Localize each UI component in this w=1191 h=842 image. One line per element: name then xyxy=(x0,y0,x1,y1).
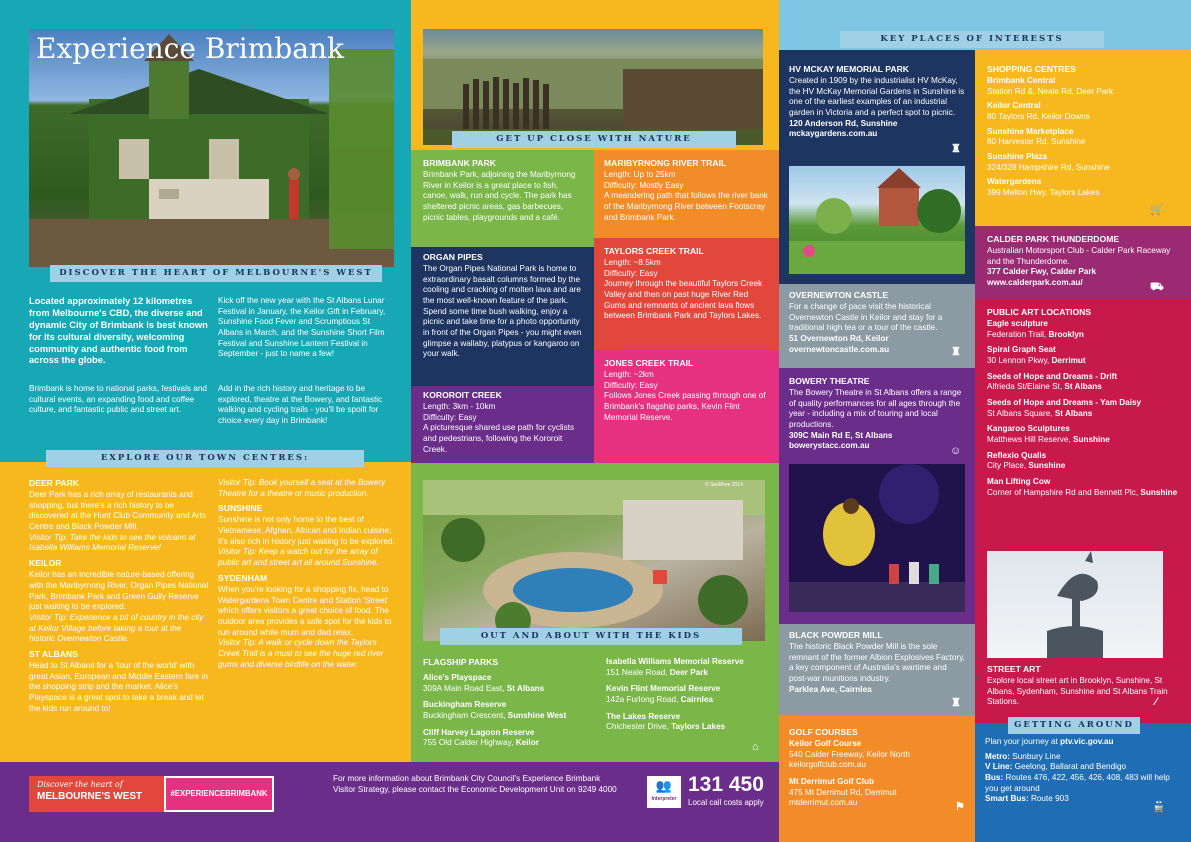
shop-item: Sunshine Plaza 324/328 Hampshire Rd, Sunshine xyxy=(987,152,1110,172)
getting-around-ribbon: GETTING AROUND xyxy=(1008,717,1140,734)
interpreter-note: Local call costs apply xyxy=(688,798,764,807)
car-icon: ⛟ xyxy=(1150,281,1164,293)
keilor-tip: Visitor Tip: Experience a bit of country in the city at Keilor Village before taking a tour at the historic Overnewton Castle. xyxy=(29,612,204,644)
art-box xyxy=(975,299,1191,723)
theatre-photo xyxy=(789,464,965,612)
kids-item: The Lakes Reserve Chichester Drive, Taylors Lakes xyxy=(606,711,726,732)
kororoit-title: KOROROIT CREEK xyxy=(423,390,502,400)
theatre-masks-icon: ☺ xyxy=(950,445,962,457)
shop-item: Watergardens 399 Melton Hwy, Taylors Lakes xyxy=(987,177,1100,198)
logo-line1: Discover the heart of xyxy=(37,780,123,789)
deer-park-tip: Visitor Tip: Take the kids to see the volcano at Isabella Williams Memorial Reserve! xyxy=(29,532,196,553)
hv-mckay-text: Created in 1909 by the industrialist HV McKay, the HV McKay Memorial Gardens in Sunshine is one of the earliest examples of an industrial garden in Victoria and a perfect spot to picnic. xyxy=(789,76,965,118)
smartbus-line: Smart Bus: Route 903 xyxy=(985,794,1069,804)
castle-icon: ♜ xyxy=(951,346,961,358)
jones-title: JONES CREEK TRAIL xyxy=(604,358,694,368)
ptv-link[interactable]: ptv.vic.gov.au xyxy=(1060,737,1114,746)
organ-pipes-box xyxy=(411,247,594,386)
powder-mill-addr: Parklea Ave, Cairnlea xyxy=(789,684,872,694)
kids-item: Cliff Harvey Lagoon Reserve 755 Old Calder Highway, Keilor xyxy=(423,727,539,748)
discover-ribbon: DISCOVER THE HEART OF MELBOURNE'S WEST xyxy=(50,265,382,282)
bench-icon: ⌂ xyxy=(752,741,759,753)
powder-mill-text: The historic Black Powder Mill is the sole remnant of the former Albion Explosives Factory, a key component of Australia's wartime and post-war munitions industry. xyxy=(789,642,965,684)
keilor-text: Keilor has an incredible nature-based offering with the Maribyrnong River, Organ Pipes National Park, Brimbank Park and Green Gully Reserve just waiting to be explored. xyxy=(29,570,209,612)
jones-text: Follows Jones Creek passing through one of Brimbank's flagship parks, Kevin Flint Memorial Reserve. xyxy=(604,391,766,422)
town-col2 xyxy=(218,478,396,670)
kororoit-difficulty: Difficulty: Easy xyxy=(423,412,477,422)
maribyrnong-text: A meandering path that follows the river bank of the Maribyrnong River between Footscray and Brimbank Park. xyxy=(604,191,768,222)
taylors-difficulty: Difficulty: Easy xyxy=(604,268,658,278)
maribyrnong-title: MARIBYRNONG RIVER TRAIL xyxy=(604,158,727,168)
maribyrnong-difficulty: Difficulty: Mostly Easy xyxy=(604,180,684,190)
mckay-gardens-photo xyxy=(789,166,965,274)
art-title: PUBLIC ART LOCATIONS xyxy=(987,307,1092,317)
organ-pipes-photo xyxy=(423,29,763,145)
shopping-title: SHOPPING CENTRES xyxy=(987,64,1076,74)
calder-addr: 377 Calder Fwy, Calder Park xyxy=(987,267,1097,277)
footer-logo xyxy=(29,776,164,812)
powder-mill-title: BLACK POWDER MILL xyxy=(789,630,883,640)
golf-box xyxy=(779,715,975,842)
brimbank-park-box xyxy=(411,150,594,247)
places-ribbon: KEY PLACES OF INTERESTS xyxy=(840,31,1104,48)
town-deer-park xyxy=(29,478,209,714)
bowery-text: The Bowery Theatre in St Albans offers a range of quality performances for all ages through the year - including a mix of touring and local productions. xyxy=(789,388,962,430)
hv-mckay-addr: 120 Anderson Rd, Sunshine xyxy=(789,118,898,128)
shop-item: Sunshine Marketplace 80 Harvester Rd, Sunshine xyxy=(987,126,1086,147)
bowery-addr: 309C Main Rd E, St Albans xyxy=(789,430,893,440)
calder-web[interactable]: www.calderpark.com.au/ xyxy=(987,278,1083,288)
shopping-cart-icon: 🛒 xyxy=(1150,204,1164,216)
sunshine-text: Sunshine is not only home to the best of Vietnamese, Afghan, African and Indian cuisine; it's also rich in history just waiting to be explored. xyxy=(218,515,395,546)
intro-lead: Located approximately 12 kilometres from Melbourne's CBD, the diverse and dynamic City of Brimbank is best known for its cultural diversity, welcoming community and authentic food from across the globe. xyxy=(29,296,208,366)
art-item: Man Lifting Cow Corner of Hampshire Rd and Bennett Plc, Sunshine xyxy=(987,477,1178,497)
sunshine-title: SUNSHINE xyxy=(218,503,263,514)
overnewton-text: For a change of pace visit the historical Overnewton Castle in Keilor and stay for a traditional high tea or a tour of the castle. xyxy=(789,302,943,333)
spray-can-icon: ⁄ xyxy=(1155,696,1157,708)
derrimut-golf-name: Mt Derrimut Golf Club xyxy=(789,777,875,787)
maribyrnong-box xyxy=(594,150,779,238)
deer-park-text: Deer Park has a rich array of restaurants and shopping, but there's a rich history to be discovered at the Hunt Club Community and Arts Centre and Black Powder Mill. xyxy=(29,490,207,532)
overnewton-addr: 51 Overnewton Rd, Keilor xyxy=(789,334,889,344)
overnewton-title: OVERNEWTON CASTLE xyxy=(789,290,889,300)
derrimut-golf-web[interactable]: mtderrimut.com.au xyxy=(789,798,858,808)
plan-journey: Plan your journey at ptv.vic.gov.au xyxy=(985,737,1114,746)
organ-pipes-text: The Organ Pipes National Park is home to extraordinary basalt columns formed by the cooling and cracking of molten lava and are the most well-known feature of the park. Spend some time bush walking, enjoy a picnic and take time for a photo opportunity in front of the Organ Pipes - you might even glimpse a wallaby, platypus or kangaroo on your walk. xyxy=(423,264,582,359)
bus-line: Bus: Routes 476, 422, 456, 426, 408, 483 will help you get around xyxy=(985,772,1170,793)
interpreter-label: Interpreter xyxy=(651,796,677,802)
kororoit-text: A picturesque shared use path for cyclists and pedestrians, following the Kororoit Creek. xyxy=(423,423,575,454)
playspace-photo xyxy=(423,480,765,641)
interpreter-badge xyxy=(647,776,681,808)
hashtag: #EXPERIENCEBRIMBANK xyxy=(170,788,268,798)
getting-around-box xyxy=(975,723,1191,842)
deer-park-title: DEER PARK xyxy=(29,478,79,488)
keilor-title: KEILOR xyxy=(29,558,62,569)
bowery-title: BOWERY THEATRE xyxy=(789,376,870,386)
derrimut-golf-addr: 475 Mt Derrimut Rd, Derrimut xyxy=(789,787,897,797)
sydenham-title: SYDENHAM xyxy=(218,572,268,583)
calder-text: Australian Motorsport Club - Calder Park Raceway and the Thunderdome. xyxy=(987,246,1171,266)
cow-sculpture-photo xyxy=(987,551,1163,658)
hv-mckay-web[interactable]: mckaygardens.com.au xyxy=(789,129,878,139)
vline-line: V Line: Geelong, Ballarat and Bendigo xyxy=(985,762,1127,772)
powder-mill-box xyxy=(779,624,975,715)
maribyrnong-length: Length: Up to 25km xyxy=(604,170,676,180)
art-item: Kangaroo Sculptures Matthews Hill Reserve, Sunshine xyxy=(987,424,1110,445)
street-art-text: Explore local street art in Brooklyn, Sunshine, St Albans, Sydenham, Sunshine and St Albans Train Stations. xyxy=(987,676,1168,707)
art-item: Reflexio Qualis City Place, Sunshine xyxy=(987,450,1066,471)
golf-flag-icon: ⚑ xyxy=(955,801,965,813)
intro-p1: Brimbank is home to national parks, festivals and cultural events, an expanding food and coffee culture, and fantastic public and street art. xyxy=(29,384,207,415)
street-art-block xyxy=(987,664,1183,708)
overnewton-box xyxy=(779,284,975,368)
bowery-tip: Visitor Tip: Book yourself a seat at the Bowery Theatre for a theatre or music production. xyxy=(218,478,386,498)
intro-p3: Add in the rich history and heritage to be explored, theatre at the Bowery, and fantastic walking and cycling trails - you'll be spoilt for choice every day in Brimbank! xyxy=(218,384,383,425)
castle-icon: ♜ xyxy=(951,697,961,709)
taylors-title: TAYLORS CREEK TRAIL xyxy=(604,246,704,256)
metro-line: Metro: Sunbury Line xyxy=(985,751,1061,761)
taylors-text: Journey through the beautiful Taylors Creek Valley and then on past huge River Red Gums and remnants of ancient lava flows between Brimbank Park and Taylors Lakes. xyxy=(604,279,763,321)
keilor-golf-name: Keilor Golf Course xyxy=(789,739,862,749)
sydenham-text: When you're looking for a shopping fix, head to Watergardens Town Centre and Station 'Street' which offers visitors a great choice of food. The outdoor area provides a safe spot for the kids to run around while mum and dad relax. xyxy=(218,584,392,637)
towns-ribbon: EXPLORE OUR TOWN CENTRES: xyxy=(46,450,364,467)
footer-info: For more information about Brimbank City Council's Experience Brimbank Visitor Strategy, please contact the Economic Development Unit on 9249 4000 xyxy=(333,774,617,794)
jones-difficulty: Difficulty: Easy xyxy=(604,380,658,390)
art-item: Seeds of Hope and Dreams - Yam Daisy St Albans Square, St Albans xyxy=(987,398,1142,418)
art-item: Seeds of Hope and Dreams - Drift Alfrieda St/Elaine St, St Albans xyxy=(987,371,1118,392)
flagship-col2 xyxy=(606,657,776,733)
flagship-title: FLAGSHIP PARKS xyxy=(423,657,499,667)
calder-title: CALDER PARK THUNDERDOME xyxy=(987,234,1120,244)
overnewton-web[interactable]: overnewtoncastle.com.au xyxy=(789,344,890,354)
brimbank-park-title: BRIMBANK PARK xyxy=(423,158,496,168)
castle-icon: ♜ xyxy=(951,143,961,155)
photo-credit: © SeeMore 2014 xyxy=(705,482,743,488)
kids-item: Alice's Playspace 309A Main Road East, St Albans xyxy=(423,673,545,693)
kids-item: Kevin Flint Memorial Reserve 142a Furlong Road, Cairnlea xyxy=(606,684,721,704)
jones-box xyxy=(594,350,779,463)
shop-item: Brimbank Central Station Rd &, Neale Rd, Deer Park xyxy=(987,76,1114,96)
train-icon: 🚆 xyxy=(1152,801,1166,813)
organ-pipes-title: ORGAN PIPES xyxy=(423,252,483,262)
st-albans-text: Head to St Albans for a 'tour of the world' with great Asian, European and Middle Eastern fare in the shopping strip and the market. Alice's Playspace is a great spot to take a break and let the kids run around to! xyxy=(29,661,208,713)
intro-p2: Kick off the new year with the St Albans Lunar Festival in January, the Keilor Gift in February, Sunshine Food Fever and Scrumptious St Albans in March, and the Sunshine Short Film Festival and Sunshine Lantern Festival in September - just to name a few! xyxy=(218,296,386,359)
flagship-col1 xyxy=(423,657,603,749)
kororoit-box xyxy=(411,386,594,463)
jones-length: Length: ~2km xyxy=(604,370,654,380)
page-title: Experience Brimbank xyxy=(36,32,344,65)
shop-item: Keilor Central 80 Taylors Rd, Keilor Downs xyxy=(987,101,1090,122)
taylors-length: Length: ~8.5km xyxy=(604,258,661,268)
hv-mckay-title: HV MCKAY MEMORIAL PARK xyxy=(789,64,910,74)
people-icon: 👥 xyxy=(655,778,673,793)
sydenham-tip: Visitor Tip: A walk or cycle down the Taylors Creek Trail is a must to see the huge red river gums and diverse birdlife on the water. xyxy=(218,638,384,669)
nature-ribbon: GET UP CLOSE WITH NATURE xyxy=(452,131,736,148)
art-item: Eagle sculpture Federation Trail, Brooklyn xyxy=(987,319,1084,339)
kids-item: Isabella Williams Memorial Reserve 151 Neale Road, Deer Park xyxy=(606,657,744,677)
interpreter-phone: 131 450 xyxy=(688,773,764,796)
keilor-golf-addr: 540 Calder Freeway, Keilor North xyxy=(789,749,910,759)
keilor-golf-web[interactable]: keilorgolfclub.com.au xyxy=(789,760,866,770)
kids-ribbon: OUT AND ABOUT WITH THE KIDS xyxy=(440,628,742,645)
logo-line2: MELBOURNE'S WEST xyxy=(37,791,143,803)
taylors-box xyxy=(594,238,779,350)
kororoit-length: Length: 3km - 10km xyxy=(423,402,496,412)
kids-item: Buckingham Reserve Buckingham Crescent, Sunshine West xyxy=(423,700,567,721)
hashtag-box xyxy=(164,776,274,812)
sunshine-tip: Visitor Tip: Keep a watch out for the array of public art and street art all around Sunshine. xyxy=(218,547,379,568)
bowery-web[interactable]: bowerystacc.com.au xyxy=(789,441,870,451)
art-item: Spiral Graph Seat 30 Lennon Pkwy, Derrimut xyxy=(987,345,1086,366)
golf-title: GOLF COURSES xyxy=(789,727,858,737)
street-art-title: STREET ART xyxy=(987,664,1041,674)
brimbank-park-text: Brimbank Park, adjoining the Maribyrnong River in Keilor is a great place to fish, canoe, walk, run and cycle. The park has sheltered picnic areas, gas barbecues, picnic tables, playgrounds and a café. xyxy=(423,170,576,222)
st-albans-title: ST ALBANS xyxy=(29,648,78,659)
shopping-box xyxy=(975,50,1191,226)
